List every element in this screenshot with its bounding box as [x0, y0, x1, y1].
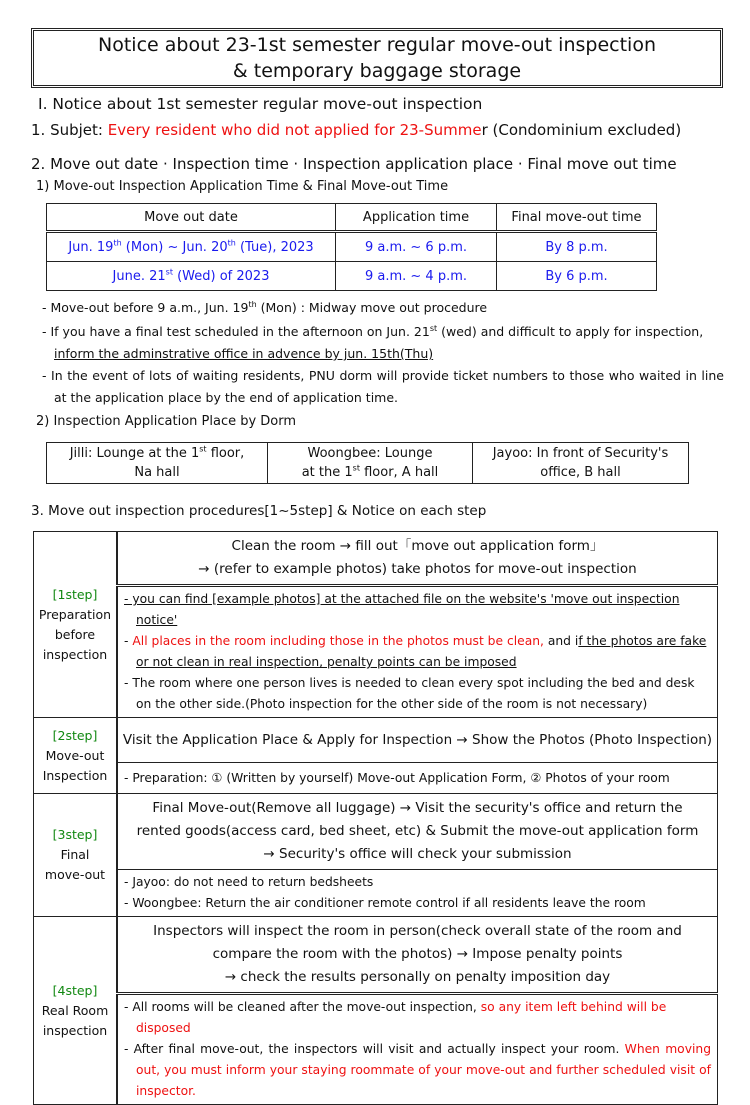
step-notes-row: [34, 586, 718, 718]
step-row: [34, 794, 718, 870]
final-move-out-time: By 6 p.m.: [497, 262, 657, 291]
subject-highlight: Every resident who did not applied for 23-Summe: [107, 121, 482, 139]
section-heading: Ⅰ. Notice about 1st semester regular move-out inspection: [38, 95, 483, 113]
note-final-test: - If you have a final test scheduled in the afternoon on Jun. 21st (wed) and difficult to apply for inspection, inform the adminstrative office in advence by jun. 15th(Thu): [42, 323, 704, 361]
example-photos-note: - you can find [example photos] at the attached file on the website's 'move out inspection notice': [124, 592, 680, 627]
note-midway: - Move-out before 9 a.m., Jun. 19th (Mon) : Midway move out procedure: [42, 299, 488, 315]
step-row: [34, 917, 718, 994]
step-label: [1step] Preparation before inspection: [34, 532, 118, 718]
subject-line: [31, 121, 681, 139]
step-main: Clean the room → fill out「move out application form」 → (refer to example photos) take photos for move-out inspection: [117, 532, 718, 586]
time-table: [46, 203, 657, 291]
place-jilli: Jilli: Lounge at the 1st floor, Na hall: [47, 443, 268, 484]
procedure-table: [33, 531, 718, 1105]
step-label: [4step] Real Room inspection: [34, 917, 118, 1105]
notice-title-line1: Notice about 23-1st semester regular move-out inspection: [98, 34, 656, 56]
item2-heading: 2. Move out date · Inspection time · Inspection application place · Final move out time: [31, 155, 677, 173]
step-row: [34, 718, 718, 763]
time-table-header: [47, 204, 657, 232]
place-table: [46, 442, 689, 484]
item2-1-heading: 1) Move-out Inspection Application Time & Final Move-out Time: [36, 179, 449, 194]
item3-heading: 3. Move out inspection procedures[1~5step] & Notice on each step: [31, 503, 487, 519]
step-notes-row: [34, 870, 718, 917]
table-row: [47, 262, 657, 291]
note-ticket-numbers: - In the event of lots of waiting residents, PNU dorm will provide ticket numbers to those who waited in line at the application place by the end of application time.: [42, 368, 724, 405]
notice-title-box: [31, 28, 723, 88]
header-final-time: Final move-out time: [497, 204, 657, 232]
subject-label: 1. Subjet:: [31, 121, 108, 139]
step-tag: [2step]: [52, 727, 98, 743]
place-woongbee: Woongbee: Lounge at the 1st floor, A hall: [268, 443, 473, 484]
step-notes: - All rooms will be cleaned after the move-out inspection, so any item left behind will be disposed - After final move-out, the inspectors will visit and actually inspect your room. When moving out, you must inform your staying roommate of your move-out and further scheduled visit of inspector.: [117, 994, 718, 1105]
step-label: [2step] Move-out Inspection: [34, 718, 118, 794]
item2-2-heading: 2) Inspection Application Place by Dorm: [36, 414, 297, 429]
final-move-out-time: By 8 p.m.: [497, 232, 657, 262]
step-notes: - Jayoo: do not need to return bedsheets - Woongbee: Return the air conditioner remote control if all residents leave the room: [117, 870, 718, 917]
header-move-out-date: Move out date: [47, 204, 336, 232]
step-notes-row: [34, 763, 718, 794]
step-row: [34, 532, 718, 586]
place-jayoo: Jayoo: In front of Security's office, B hall: [473, 443, 689, 484]
step-notes-row: [34, 994, 718, 1105]
move-out-date: Jun. 19th (Mon) ~ Jun. 20th (Tue), 2023: [47, 232, 336, 262]
step-notes: - Preparation: ① (Written by yourself) Move-out Application Form, ② Photos of your room: [117, 763, 718, 794]
step-tag: [1step]: [52, 586, 98, 602]
note-deadline-underlined: inform the adminstrative office in advence by jun. 15th(Thu): [54, 346, 434, 361]
step-main: Final Move-out(Remove all luggage) → Visit the security's office and return the rented goods(access card, bed sheet, etc) & Submit the move-out application form → Security's office will check your submission: [117, 794, 718, 870]
move-out-date: June. 21st (Wed) of 2023: [47, 262, 336, 291]
header-application-time: Application time: [336, 204, 497, 232]
step-notes: - you can find [example photos] at the attached file on the website's 'move out inspection notice' - All places in the room including those in the photos must be clean, and if the photos are fake or not clean in real inspection, penalty points can be imposed - The room where one person lives is needed to clean every spot including the bed and desk on the other side.(Photo inspection for the other side of the room is not necessary): [117, 586, 718, 718]
application-time: 9 a.m. ~ 6 p.m.: [336, 232, 497, 262]
notice-title-line2: & temporary baggage storage: [232, 60, 522, 82]
step-main: Inspectors will inspect the room in person(check overall state of the room and compare the room with the photos) → Impose penalty points → check the results personally on penalty imposition day: [117, 917, 718, 994]
step-tag: [3step]: [52, 827, 98, 842]
subject-rest: r (Condominium excluded): [481, 121, 682, 139]
application-time: 9 a.m. ~ 4 p.m.: [336, 262, 497, 291]
step-main: Visit the Application Place & Apply for Inspection → Show the Photos (Photo Inspection): [117, 718, 718, 763]
table-row: [47, 443, 689, 484]
step-tag: [4step]: [52, 982, 98, 998]
step-label: [3step] Final move-out: [34, 794, 118, 917]
table-row: [47, 232, 657, 262]
